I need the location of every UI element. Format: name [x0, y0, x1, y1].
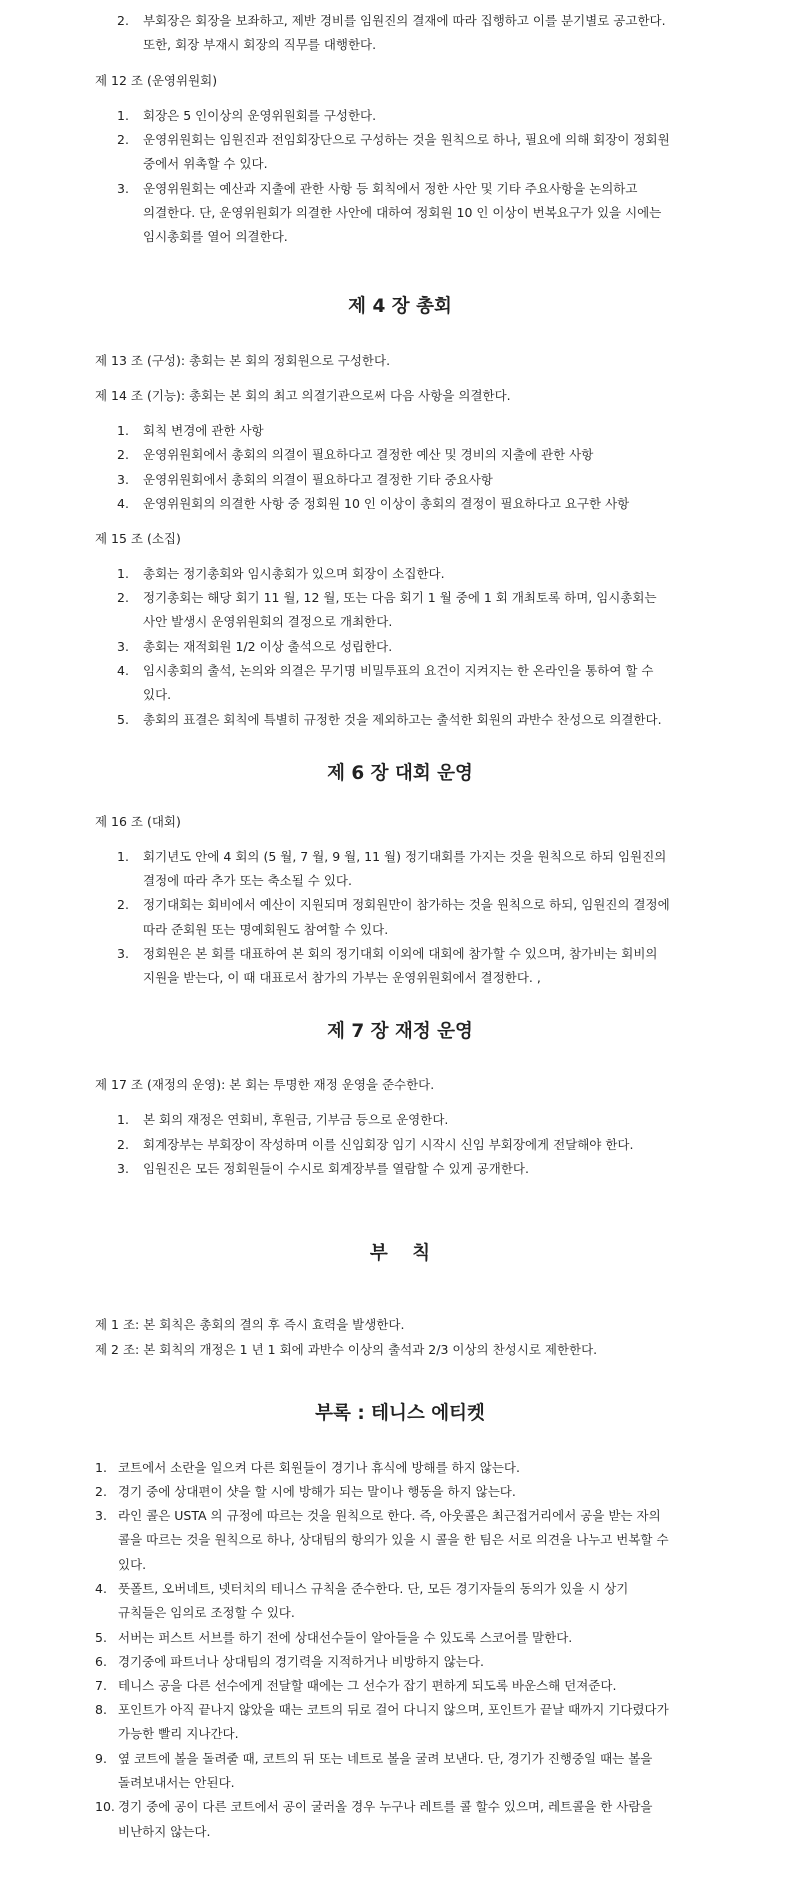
article-text: 제 13 조 (구성): 총회는 본 회의 정회원으로 구성한다. [95, 353, 391, 368]
list-number: 4. [95, 1581, 107, 1596]
list-item-text: 회칙 변경에 관한 사항 [143, 423, 264, 438]
list-item-text: 서버는 퍼스트 서브를 하기 전에 상대선수들이 알아들을 수 있도록 스코어를 말한다. [118, 1630, 573, 1645]
list-item-text: 본 회의 재정은 연회비, 후원금, 기부금 등으로 운영한다. [143, 1112, 449, 1127]
list-number: 9. [95, 1751, 107, 1766]
list-item-text: 운영위원회의 의결한 사항 중 정회원 10 인 이상이 총회의 결정이 필요하다고 요구한 사항 [143, 496, 630, 511]
list-item-text: 총회는 정기총회와 임시총회가 있으며 회장이 소집한다. [143, 566, 445, 581]
list-item-text: 풋폴트, 오버네트, 넷터치의 테니스 규칙을 준수한다. 단, 모든 경기자들의 동의가 있을 시 상기 [118, 1581, 629, 1596]
list-item-text: 임시총회의 출석, 논의와 의결은 무기명 비밀투표의 요건이 지켜지는 한 온라인을 통하여 할 수 [143, 663, 654, 678]
article-title: 제 16 조 (대회) [95, 814, 181, 829]
article-text: 제 17 조 (재정의 운영): 본 회는 투명한 재정 운영을 준수한다. [95, 1077, 435, 1092]
list-item-text: 부회장은 회장을 보좌하고, 제반 경비를 임원진의 결재에 따라 집행하고 이를 분기별로 공고한다. [143, 13, 666, 28]
supplementary-text: 제 1 조: 본 회칙은 총회의 결의 후 즉시 효력을 발생한다. [95, 1317, 405, 1332]
list-item-text: 정기총회는 해당 회기 11 월, 12 월, 또는 다음 회기 1 월 중에 1 회 개최토록 하며, 임시총회는 [143, 590, 657, 605]
list-number: 1. [117, 1112, 129, 1127]
list-number: 4. [117, 496, 129, 511]
list-item-text: 있다. [118, 1557, 147, 1572]
chapter-heading: 제 6 장 대회 운영 [327, 763, 473, 784]
article-title: 제 12 조 (운영위원회) [95, 73, 218, 88]
list-number: 2. [117, 132, 129, 147]
supplementary-heading: 부 칙 [369, 1243, 431, 1264]
list-item-text: 옆 코트에 볼을 돌려줄 때, 코트의 뒤 또는 네트로 볼을 굴려 보낸다. 단, 경기가 진행중일 때는 볼을 [118, 1751, 653, 1766]
list-number: 2. [117, 13, 129, 28]
list-number: 7. [95, 1678, 107, 1693]
list-number: 1. [117, 423, 129, 438]
chapter-heading: 제 7 장 재정 운영 [327, 1021, 473, 1042]
list-item-text: 코트에서 소란을 일으켜 다른 회원들이 경기나 휴식에 방해를 하지 않는다. [118, 1460, 520, 1475]
list-number: 2. [117, 447, 129, 462]
list-item-text: 테니스 공을 다른 선수에게 전달할 때에는 그 선수가 잡기 편하게 되도록 바운스해 던져준다. [118, 1678, 617, 1693]
list-item-text: 경기 중에 공이 다른 코트에서 공이 굴러올 경우 누구나 레트를 콜 할수 있으며, 레트콜을 한 사람을 [118, 1799, 653, 1814]
list-item-text: 회기년도 안에 4 회의 (5 월, 7 월, 9 월, 11 월) 정기대회를 가지는 것을 원칙으로 하되 임원진의 [143, 849, 667, 864]
list-item-text: 지원을 받는다, 이 때 대표로서 참가의 가부는 운영위원회에서 결정한다. , [143, 970, 541, 985]
list-item-text: 운영위원회는 예산과 지출에 관한 사항 등 회칙에서 정한 사안 및 기타 주요사항을 논의하고 [143, 181, 638, 196]
list-item-text: 라인 콜은 USTA 의 규정에 따르는 것을 원칙으로 한다. 즉, 아웃콜은 최근접거리에서 공을 받는 자의 [118, 1508, 661, 1523]
list-number: 1. [117, 849, 129, 864]
list-number: 2. [117, 590, 129, 605]
list-item-text: 돌려보내서는 안된다. [118, 1775, 235, 1790]
list-item-text: 운영위원회에서 총회의 의결이 필요하다고 결정한 예산 및 경비의 지출에 관한 사항 [143, 447, 594, 462]
article-title: 제 15 조 (소집) [95, 531, 181, 546]
list-number: 3. [117, 1161, 129, 1176]
list-number: 5. [117, 712, 129, 727]
list-item-text: 가능한 빨리 지나간다. [118, 1726, 239, 1741]
list-item-text: 운영위원회는 임원진과 전임회장단으로 구성하는 것을 원칙으로 하나, 필요에 의해 회장이 정회원 [143, 132, 670, 147]
list-number: 10. [95, 1799, 115, 1814]
list-item-text: 따라 준회원 또는 명예회원도 참여할 수 있다. [143, 922, 389, 937]
list-number: 3. [117, 946, 129, 961]
list-item-text: 정기대회는 회비에서 예산이 지원되며 정회원만이 참가하는 것을 원칙으로 하되, 임원진의 결정에 [143, 897, 670, 912]
list-item-text: 의결한다. 단, 운영위원회가 의결한 사안에 대하여 정회원 10 인 이상이 번복요구가 있을 시에는 [143, 205, 662, 220]
list-item-text: 총회는 재적회원 1/2 이상 출석으로 성립한다. [143, 639, 393, 654]
list-item-text: 또한, 회장 부재시 회장의 직무를 대행한다. [143, 37, 377, 52]
list-number: 1. [117, 566, 129, 581]
list-item-text: 회계장부는 부회장이 작성하며 이를 신임회장 임기 시작시 신임 부회장에게 전달해야 한다. [143, 1137, 634, 1152]
list-number: 5. [95, 1630, 107, 1645]
list-item-text: 규칙들은 임의로 조정할 수 있다. [118, 1605, 295, 1620]
appendix-heading: 부록 : 테니스 에티켓 [315, 1403, 485, 1424]
list-item-text: 비난하지 않는다. [118, 1824, 211, 1839]
list-number: 1. [117, 108, 129, 123]
list-item-text: 결정에 따라 추가 또는 축소될 수 있다. [143, 873, 352, 888]
list-number: 2. [117, 897, 129, 912]
list-item-text: 있다. [143, 687, 172, 702]
list-number: 3. [95, 1508, 107, 1523]
list-item-text: 포인트가 아직 끝나지 않았을 때는 코트의 뒤로 걸어 다니지 않으며, 포인트가 끝날 때까지 기다렸다가 [118, 1702, 669, 1717]
chapter-heading: 제 4 장 총회 [348, 296, 452, 317]
article-text: 제 14 조 (기능): 총회는 본 회의 최고 의결기관으로써 다음 사항을 의결한다. [95, 388, 511, 403]
list-item-text: 정회원은 본 회를 대표하여 본 회의 정기대회 이외에 대회에 참가할 수 있으며, 참가비는 회비의 [143, 946, 658, 961]
list-number: 6. [95, 1654, 107, 1669]
list-number: 3. [117, 181, 129, 196]
supplementary-text: 제 2 조: 본 회칙의 개정은 1 년 1 회에 과반수 이상의 출석과 2/3 이상의 찬성시로 제한한다. [95, 1342, 598, 1357]
list-item-text: 총회의 표결은 회칙에 특별히 규정한 것을 제외하고는 출석한 회원의 과반수 찬성으로 의결한다. [143, 712, 662, 727]
list-number: 2. [95, 1484, 107, 1499]
list-item-text: 사안 발생시 운영위원회의 결정으로 개최한다. [143, 614, 393, 629]
list-number: 3. [117, 472, 129, 487]
list-number: 3. [117, 639, 129, 654]
list-number: 8. [95, 1702, 107, 1717]
list-item-text: 경기중에 파트너나 상대팀의 경기력을 지적하거나 비방하지 않는다. [118, 1654, 484, 1669]
list-item-text: 운영위원회에서 총회의 의결이 필요하다고 결정한 기타 중요사항 [143, 472, 493, 487]
list-item-text: 중에서 위촉할 수 있다. [143, 156, 268, 171]
list-item-text: 회장은 5 인이상의 운영위원회를 구성한다. [143, 108, 377, 123]
list-number: 2. [117, 1137, 129, 1152]
list-item-text: 콜을 따르는 것을 원칙으로 하나, 상대팀의 항의가 있을 시 콜을 한 팀은 서로 의견을 나누고 번복할 수 [118, 1532, 669, 1547]
list-item-text: 임시총회를 열어 의결한다. [143, 229, 288, 244]
list-item-text: 경기 중에 상대편이 샷을 할 시에 방해가 되는 말이나 행동을 하지 않는다. [118, 1484, 516, 1499]
list-number: 1. [95, 1460, 107, 1475]
list-number: 4. [117, 663, 129, 678]
list-item-text: 임원진은 모든 정회원들이 수시로 회계장부를 열람할 수 있게 공개한다. [143, 1161, 529, 1176]
